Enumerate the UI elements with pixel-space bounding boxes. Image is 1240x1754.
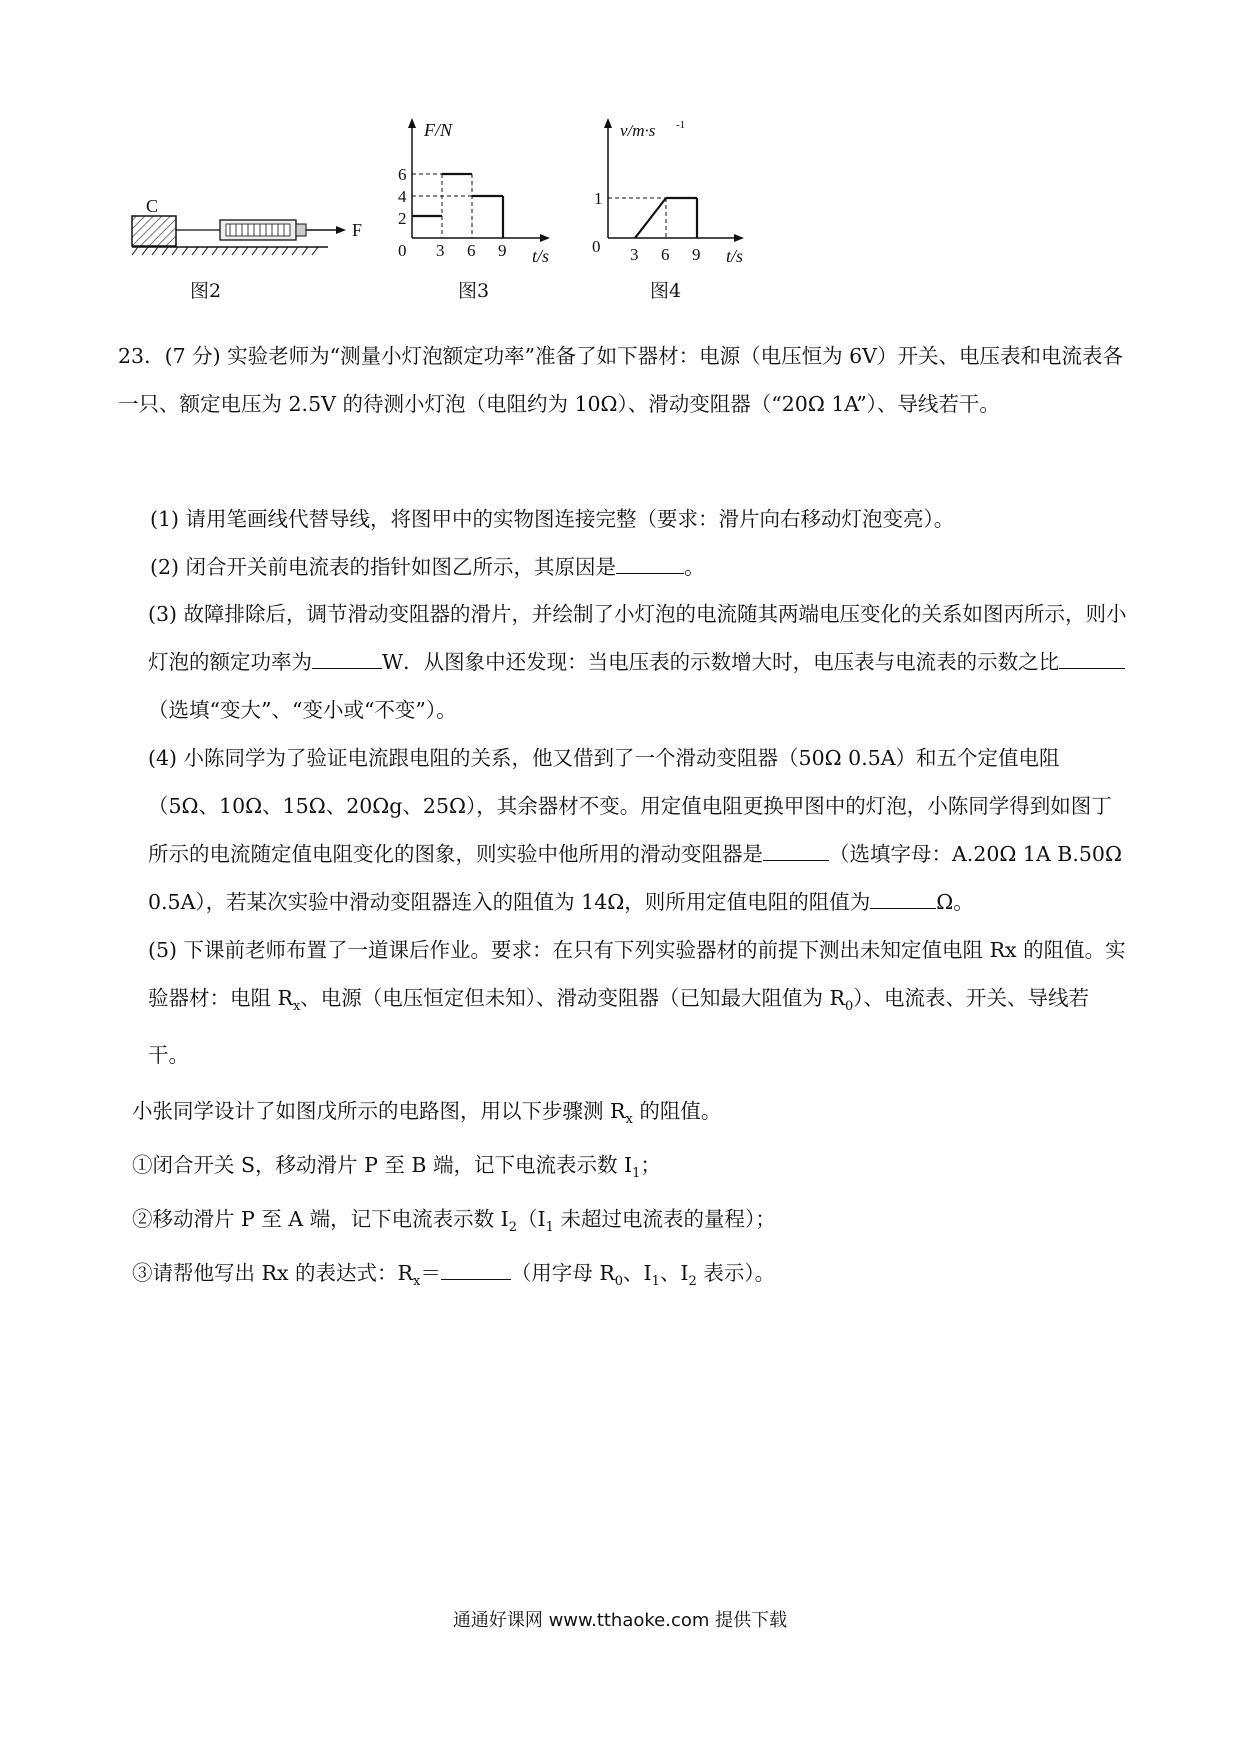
step-2-sub-2: 2	[508, 1220, 518, 1236]
figure-3	[392, 112, 572, 272]
part-5	[148, 926, 1128, 1079]
velocity-segments	[635, 198, 697, 238]
figure-2	[128, 190, 388, 270]
step-3-text-f: 表示）。	[696, 1261, 776, 1285]
part-5-text-c: ）、电流表、开关、导线若干。	[148, 986, 1090, 1068]
answer-blank-2[interactable]	[616, 553, 684, 574]
part-5-text-b: 、电源（电压恒定但未知）、滑动变阻器（已知最大阻值为 R	[300, 986, 845, 1010]
answer-blank-rx[interactable]	[441, 1259, 511, 1280]
y-tick-4: 4	[398, 187, 407, 206]
question-23-text: 23．(7 分) 实验老师为“测量小灯泡额定功率”准备了如下器材：电源（电压恒为 6V）开关、电压表和电流表各一只、额定电压为 2.5V 的待测小灯泡（电阻约为 10Ω）、滑动变阻器（“20Ω 1A”）、导线若干。	[118, 344, 1123, 416]
step-1-end: ；	[640, 1153, 661, 1177]
step-3-text-a: ③请帮他写出 Rx 的表达式：R	[132, 1261, 413, 1285]
ground-hatch	[132, 247, 318, 255]
step-3-text-d: 、I	[623, 1261, 652, 1285]
x-axis-label: t/s	[726, 246, 744, 266]
part-3-text-c: （选填“变大”、“变小或“不变”）。	[148, 698, 457, 722]
part-5-text-a: (5) 下课前老师布置了一道课后作业。要求：在只有下列实验器材的前提下测出未知定值电阻 Rx 的阻值。实验器材：电阻 R	[148, 938, 1126, 1010]
step-3-sub-0: 0	[614, 1274, 624, 1290]
design-sub-x: x	[625, 1112, 633, 1128]
spring-scale	[220, 220, 306, 240]
design-line	[132, 1094, 721, 1127]
step-3-text-e: 、I	[659, 1261, 689, 1285]
force-label: F	[352, 220, 363, 240]
question-23-header	[118, 332, 1128, 428]
step-2-text-c: 未超过电流表的量程）；	[553, 1207, 776, 1231]
step-3	[132, 1256, 775, 1289]
part-3-text-a: (3) 故障排除后，调节滑动变阻器的滑片，并绘制了小灯泡的电流随其两端电压变化的关系如图丙所示，则小灯泡的额定功率为	[148, 602, 1127, 674]
block-c	[132, 216, 176, 246]
part-4	[148, 734, 1128, 926]
figure-2-caption: 图2	[190, 280, 222, 302]
step-3-sub-x: x	[412, 1274, 421, 1290]
step-2-text-a: ②移动滑片 P 至 A 端，记下电流表示数 I	[132, 1207, 509, 1231]
part-3-text-b: W．从图象中还发现：当电压表的示数增大时，电压表与电流表的示数之比	[382, 650, 1060, 674]
part-3	[148, 590, 1128, 734]
x-tick-9: 9	[498, 241, 507, 260]
block-c-label: C	[146, 196, 159, 216]
x-tick-3: 3	[436, 241, 445, 260]
step-1-text: ①闭合开关 S，移动滑片 P 至 B 端，记下电流表示数 I	[132, 1153, 633, 1177]
design-text-b: 的阻值。	[632, 1099, 722, 1123]
part-2-end: 。	[684, 555, 705, 579]
origin-label: 0	[592, 237, 601, 256]
step-1-sub: 1	[632, 1166, 641, 1182]
part-4-text-a: (4) 小陈同学为了验证电流跟电阻的关系，他又借到了一个滑动变阻器（50Ω 0.5A）和五个定值电阻（5Ω、10Ω、15Ω、20Ωg、25Ω），其余器材不变。用定值电阻更换甲图中的灯泡，小陈同学得到如图丁所示的电流随定值电阻变化的图象，则实验中他所用的滑动变阻器是	[148, 746, 1112, 866]
step-3-text-c: （用字母 R	[510, 1261, 615, 1285]
part-5-sub-x: x	[292, 999, 301, 1015]
part-4-text-b: （选填字母：A.20Ω 1A B.50Ω 0.5A），若某次实验中滑动变阻器连入的阻值为 14Ω，则所用定值电阻的阻值为	[148, 842, 1122, 914]
y-axis-label: v/m·s	[620, 121, 656, 140]
design-text-a: 小张同学设计了如图戊所示的电路图，用以下步骤测 R	[132, 1099, 626, 1123]
y-axis-label-exponent: -1	[676, 119, 686, 131]
figure-3-caption: 图3	[458, 280, 490, 302]
part-2-text: (2) 闭合开关前电流表的指针如图乙所示，其原因是	[150, 555, 617, 579]
x-tick-6: 6	[467, 241, 476, 260]
x-tick-3: 3	[630, 245, 639, 264]
answer-blank-3a[interactable]	[312, 648, 382, 669]
y-axis-label: F/N	[424, 120, 453, 140]
page-footer: 通通好课网 www.tthaoke.com 提供下载	[452, 1610, 788, 1631]
x-tick-6: 6	[661, 245, 670, 264]
force-segments	[412, 174, 503, 238]
part-1	[150, 502, 954, 532]
answer-blank-4b[interactable]	[870, 888, 936, 909]
y-tick-6: 6	[398, 165, 407, 184]
figure-4-caption: 图4	[650, 280, 682, 302]
x-axis-label: t/s	[532, 246, 550, 266]
part-1-text: (1) 请用笔画线代替导线，将图甲中的实物图连接完整（要求：滑片向右移动灯泡变亮）。	[150, 507, 955, 531]
step-2-sub-1: 1	[545, 1220, 554, 1236]
step-3-sub-1: 1	[651, 1274, 660, 1290]
step-1	[132, 1148, 661, 1181]
part-2	[150, 550, 705, 580]
part-5-sub-0: 0	[845, 999, 854, 1015]
y-tick-1: 1	[594, 189, 603, 208]
answer-blank-4a[interactable]	[763, 840, 829, 861]
step-2-text-b: （I	[517, 1207, 546, 1231]
step-2	[132, 1202, 776, 1235]
x-tick-9: 9	[692, 245, 701, 264]
figure-4	[586, 112, 766, 272]
answer-blank-3b[interactable]	[1059, 648, 1125, 669]
y-tick-2: 2	[398, 209, 407, 228]
part-4-text-c: Ω。	[936, 890, 974, 914]
origin-label: 0	[398, 241, 407, 260]
step-3-sub-2: 2	[688, 1274, 697, 1290]
step-3-equals: ＝	[420, 1261, 441, 1285]
